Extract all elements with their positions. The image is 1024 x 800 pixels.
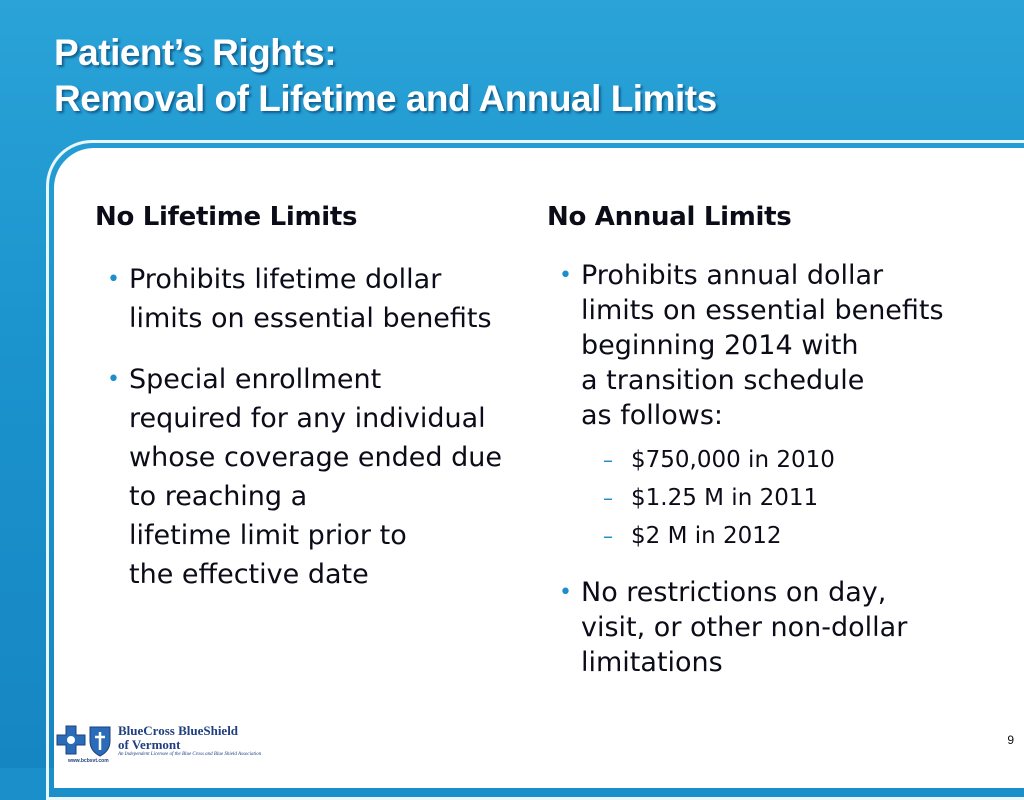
bullet-line: the effective date — [129, 559, 369, 590]
slide-title — [54, 30, 717, 122]
left-column — [95, 200, 545, 594]
bullet-line: to reaching a — [129, 481, 308, 512]
list-item — [95, 360, 545, 594]
sub-list-item — [581, 479, 1017, 517]
list-item — [547, 575, 1017, 680]
sub-item-text: $750,000 in 2010 — [631, 447, 835, 473]
title-line-1: Patient’s Rights: — [54, 32, 337, 73]
sub-item-text: $1.25 M in 2011 — [631, 485, 819, 511]
dash-icon: – — [603, 448, 613, 472]
blue-shield-icon — [90, 727, 110, 756]
bullet-line: limits on essential benefits — [129, 303, 492, 334]
bullet-line: whose coverage ended due — [129, 442, 502, 473]
dash-icon: – — [603, 486, 613, 510]
bcbs-vermont-logo — [56, 724, 266, 764]
sub-list-item — [581, 517, 1017, 555]
bullet-line: visit, or other non-dollar — [581, 612, 908, 643]
list-item — [95, 260, 545, 338]
bullet-icon: • — [559, 580, 572, 605]
left-bullet-list — [95, 260, 545, 594]
right-bullet-list — [547, 258, 1017, 680]
transition-schedule-list — [581, 441, 1017, 555]
bullet-line: Special enrollment — [129, 364, 382, 395]
title-line-2: Removal of Lifetime and Annual Limits — [54, 78, 717, 119]
logo-url: www.bcbsvt.com — [68, 758, 109, 764]
bullet-line: a transition schedule — [581, 365, 865, 396]
bullet-line: Prohibits lifetime dollar — [129, 264, 442, 295]
bullet-line: as follows: — [581, 400, 723, 431]
bullet-line: No restrictions on day, — [581, 577, 887, 608]
bullet-line: limits on essential benefits — [581, 295, 944, 326]
blue-cross-icon — [57, 726, 85, 754]
bullet-line: beginning 2014 with — [581, 330, 859, 361]
bullet-icon: • — [107, 367, 120, 392]
right-column-heading: No Annual Limits — [547, 202, 792, 232]
bullet-icon: • — [559, 263, 572, 288]
list-item — [547, 258, 1017, 555]
logo-tagline: An Independent Licensee of the Blue Cross and Blue Shield Association — [118, 752, 262, 757]
bullet-line: required for any individual — [129, 403, 486, 434]
logo-wordmark: BlueCross BlueShield of Vermont — [118, 723, 239, 752]
bullet-icon: • — [107, 267, 120, 292]
bullet-line: limitations — [581, 647, 723, 678]
sub-item-text: $2 M in 2012 — [631, 523, 782, 549]
right-column — [547, 200, 1017, 680]
bullet-line: Prohibits annual dollar — [581, 260, 884, 291]
bullet-line: lifetime limit prior to — [129, 520, 407, 551]
dash-icon: – — [603, 524, 613, 548]
left-column-heading: No Lifetime Limits — [95, 202, 358, 232]
page-number: 9 — [1007, 733, 1014, 747]
sub-list-item — [581, 441, 1017, 479]
